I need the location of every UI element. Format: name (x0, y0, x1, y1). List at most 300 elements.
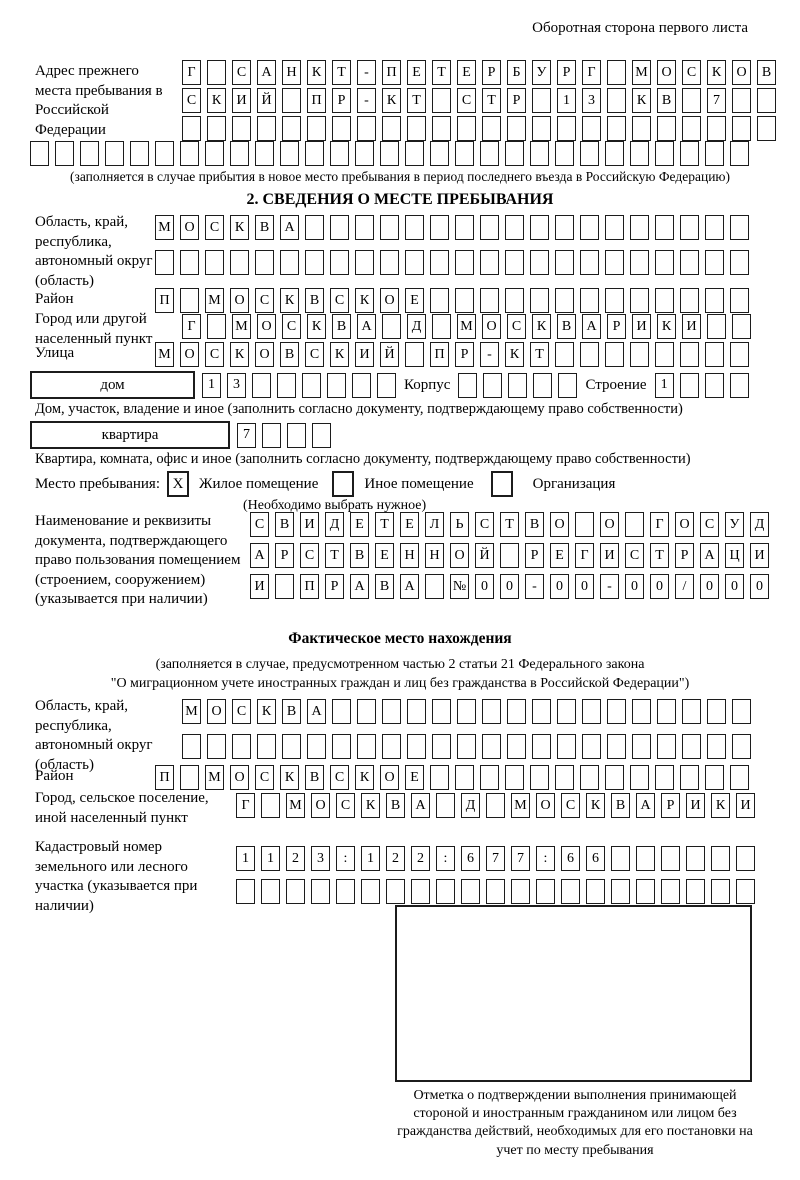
char-box[interactable]: Т (530, 342, 549, 367)
char-box[interactable] (705, 342, 724, 367)
char-box[interactable]: К (707, 60, 726, 85)
char-box[interactable] (736, 846, 755, 871)
char-box[interactable]: К (330, 342, 349, 367)
char-box[interactable]: Й (475, 543, 494, 568)
char-box[interactable] (605, 288, 624, 313)
char-box[interactable] (680, 288, 699, 313)
char-box[interactable] (455, 250, 474, 275)
char-box[interactable]: М (182, 699, 201, 724)
char-box[interactable] (361, 879, 380, 904)
char-box[interactable]: А (582, 314, 601, 339)
stay-type-checkbox-organization[interactable] (491, 471, 513, 497)
char-box[interactable]: - (525, 574, 544, 599)
apartment-type-field[interactable]: квартира (30, 421, 230, 449)
char-box[interactable] (432, 116, 451, 141)
char-box[interactable] (432, 699, 451, 724)
char-box[interactable] (630, 215, 649, 240)
char-box[interactable] (530, 215, 549, 240)
char-box[interactable]: Т (432, 60, 451, 85)
char-box[interactable] (732, 314, 751, 339)
char-box[interactable]: С (700, 512, 719, 537)
char-box[interactable] (430, 141, 449, 166)
char-box[interactable] (330, 250, 349, 275)
char-box[interactable] (636, 846, 655, 871)
char-box[interactable]: С (336, 793, 355, 818)
char-box[interactable] (707, 314, 726, 339)
char-box[interactable]: Е (550, 543, 569, 568)
char-box[interactable] (307, 116, 326, 141)
char-box[interactable]: С (250, 512, 269, 537)
char-box[interactable] (155, 250, 174, 275)
char-box[interactable] (582, 116, 601, 141)
char-box[interactable]: Р (482, 60, 501, 85)
char-box[interactable]: И (300, 512, 319, 537)
char-box[interactable] (182, 734, 201, 759)
char-box[interactable]: А (357, 314, 376, 339)
char-box[interactable] (533, 373, 552, 398)
char-box[interactable]: К (382, 88, 401, 113)
char-box[interactable] (536, 879, 555, 904)
char-box[interactable]: Т (407, 88, 426, 113)
char-box[interactable] (355, 215, 374, 240)
house-type-field[interactable]: дом (30, 371, 195, 399)
char-box[interactable] (705, 288, 724, 313)
char-box[interactable]: К (257, 699, 276, 724)
char-box[interactable] (277, 373, 296, 398)
char-box[interactable] (732, 88, 751, 113)
char-box[interactable]: В (611, 793, 630, 818)
char-box[interactable]: А (280, 215, 299, 240)
char-box[interactable]: С (205, 342, 224, 367)
char-box[interactable]: 3 (582, 88, 601, 113)
char-box[interactable] (55, 141, 74, 166)
char-box[interactable] (530, 288, 549, 313)
char-box[interactable] (508, 373, 527, 398)
char-box[interactable]: К (230, 215, 249, 240)
char-box[interactable] (411, 879, 430, 904)
char-box[interactable]: М (155, 342, 174, 367)
char-box[interactable] (732, 699, 751, 724)
char-box[interactable] (632, 699, 651, 724)
char-box[interactable] (180, 765, 199, 790)
char-box[interactable] (432, 88, 451, 113)
char-box[interactable] (457, 699, 476, 724)
char-box[interactable] (580, 765, 599, 790)
char-box[interactable]: П (155, 288, 174, 313)
char-box[interactable]: Р (661, 793, 680, 818)
char-box[interactable]: 0 (650, 574, 669, 599)
char-box[interactable]: Е (457, 60, 476, 85)
char-box[interactable] (458, 373, 477, 398)
char-box[interactable]: О (450, 543, 469, 568)
char-box[interactable]: Ь (450, 512, 469, 537)
char-box[interactable]: К (711, 793, 730, 818)
char-box[interactable]: В (332, 314, 351, 339)
char-box[interactable] (605, 342, 624, 367)
char-box[interactable]: И (750, 543, 769, 568)
char-box[interactable]: 2 (286, 846, 305, 871)
char-box[interactable] (507, 734, 526, 759)
char-box[interactable]: Р (455, 342, 474, 367)
char-box[interactable] (105, 141, 124, 166)
char-box[interactable]: К (307, 60, 326, 85)
char-box[interactable] (287, 423, 306, 448)
char-box[interactable] (607, 699, 626, 724)
char-box[interactable] (532, 734, 551, 759)
char-box[interactable] (232, 734, 251, 759)
char-box[interactable]: Р (507, 88, 526, 113)
char-box[interactable] (280, 141, 299, 166)
char-box[interactable] (532, 699, 551, 724)
char-box[interactable] (580, 250, 599, 275)
char-box[interactable] (730, 342, 749, 367)
char-box[interactable]: Е (375, 543, 394, 568)
char-box[interactable] (655, 250, 674, 275)
char-box[interactable] (261, 879, 280, 904)
char-box[interactable] (757, 116, 776, 141)
char-box[interactable]: К (355, 288, 374, 313)
char-box[interactable]: О (600, 512, 619, 537)
char-box[interactable] (507, 116, 526, 141)
char-box[interactable]: 0 (500, 574, 519, 599)
char-box[interactable] (382, 314, 401, 339)
char-box[interactable]: А (350, 574, 369, 599)
char-box[interactable] (680, 342, 699, 367)
char-box[interactable]: М (232, 314, 251, 339)
char-box[interactable] (580, 215, 599, 240)
char-box[interactable]: В (375, 574, 394, 599)
char-box[interactable]: С (305, 342, 324, 367)
char-box[interactable]: К (355, 765, 374, 790)
char-box[interactable]: 1 (236, 846, 255, 871)
char-box[interactable] (357, 699, 376, 724)
char-box[interactable] (561, 879, 580, 904)
char-box[interactable]: О (732, 60, 751, 85)
char-box[interactable]: : (336, 846, 355, 871)
char-box[interactable] (730, 288, 749, 313)
char-box[interactable]: Г (182, 60, 201, 85)
char-box[interactable]: А (307, 699, 326, 724)
char-box[interactable]: Т (650, 543, 669, 568)
char-box[interactable]: С (300, 543, 319, 568)
char-box[interactable] (280, 250, 299, 275)
char-box[interactable] (355, 250, 374, 275)
char-box[interactable] (507, 699, 526, 724)
char-box[interactable] (255, 250, 274, 275)
char-box[interactable]: М (205, 288, 224, 313)
char-box[interactable]: И (232, 88, 251, 113)
char-box[interactable]: П (307, 88, 326, 113)
char-box[interactable]: А (250, 543, 269, 568)
char-box[interactable] (405, 250, 424, 275)
char-box[interactable] (582, 699, 601, 724)
char-box[interactable]: Н (425, 543, 444, 568)
char-box[interactable]: И (686, 793, 705, 818)
char-box[interactable] (711, 846, 730, 871)
char-box[interactable] (555, 250, 574, 275)
char-box[interactable]: В (525, 512, 544, 537)
char-box[interactable]: Т (482, 88, 501, 113)
char-box[interactable]: Р (607, 314, 626, 339)
char-box[interactable]: О (230, 765, 249, 790)
char-box[interactable] (480, 288, 499, 313)
char-box[interactable] (657, 734, 676, 759)
char-box[interactable]: В (275, 512, 294, 537)
char-box[interactable] (605, 250, 624, 275)
char-box[interactable] (580, 288, 599, 313)
char-box[interactable] (482, 699, 501, 724)
char-box[interactable] (530, 250, 549, 275)
char-box[interactable] (680, 250, 699, 275)
char-box[interactable] (255, 141, 274, 166)
char-box[interactable] (680, 141, 699, 166)
char-box[interactable]: Г (236, 793, 255, 818)
char-box[interactable]: 1 (202, 373, 221, 398)
char-box[interactable] (275, 574, 294, 599)
char-box[interactable] (455, 288, 474, 313)
char-box[interactable] (311, 879, 330, 904)
char-box[interactable] (207, 314, 226, 339)
char-box[interactable] (430, 765, 449, 790)
char-box[interactable] (207, 116, 226, 141)
char-box[interactable] (557, 116, 576, 141)
char-box[interactable]: О (207, 699, 226, 724)
char-box[interactable]: - (600, 574, 619, 599)
char-box[interactable] (605, 141, 624, 166)
char-box[interactable] (732, 734, 751, 759)
char-box[interactable]: В (282, 699, 301, 724)
char-box[interactable] (630, 250, 649, 275)
char-box[interactable] (430, 288, 449, 313)
char-box[interactable] (332, 734, 351, 759)
char-box[interactable] (257, 734, 276, 759)
char-box[interactable] (730, 373, 749, 398)
char-box[interactable] (436, 879, 455, 904)
char-box[interactable] (312, 423, 331, 448)
char-box[interactable] (705, 250, 724, 275)
char-box[interactable] (686, 846, 705, 871)
char-box[interactable]: В (350, 543, 369, 568)
char-box[interactable] (305, 250, 324, 275)
char-box[interactable]: К (307, 314, 326, 339)
char-box[interactable]: 2 (411, 846, 430, 871)
char-box[interactable]: К (361, 793, 380, 818)
char-box[interactable]: С (205, 215, 224, 240)
char-box[interactable] (455, 215, 474, 240)
char-box[interactable] (282, 88, 301, 113)
char-box[interactable] (611, 879, 630, 904)
char-box[interactable]: У (532, 60, 551, 85)
char-box[interactable] (632, 116, 651, 141)
char-box[interactable]: П (382, 60, 401, 85)
char-box[interactable]: / (675, 574, 694, 599)
char-box[interactable]: К (280, 765, 299, 790)
char-box[interactable]: 2 (386, 846, 405, 871)
char-box[interactable]: Й (380, 342, 399, 367)
char-box[interactable] (457, 734, 476, 759)
char-box[interactable]: И (600, 543, 619, 568)
char-box[interactable]: К (586, 793, 605, 818)
char-box[interactable]: Г (582, 60, 601, 85)
char-box[interactable]: В (280, 342, 299, 367)
char-box[interactable] (436, 793, 455, 818)
char-box[interactable]: К (230, 342, 249, 367)
char-box[interactable]: С (255, 288, 274, 313)
char-box[interactable] (555, 215, 574, 240)
char-box[interactable] (382, 734, 401, 759)
char-box[interactable] (455, 765, 474, 790)
char-box[interactable] (580, 141, 599, 166)
char-box[interactable]: : (436, 846, 455, 871)
char-box[interactable] (705, 141, 724, 166)
char-box[interactable] (407, 116, 426, 141)
char-box[interactable]: В (386, 793, 405, 818)
char-box[interactable] (732, 116, 751, 141)
char-box[interactable] (257, 116, 276, 141)
char-box[interactable] (357, 116, 376, 141)
char-box[interactable]: О (255, 342, 274, 367)
char-box[interactable] (730, 215, 749, 240)
char-box[interactable]: С (330, 765, 349, 790)
char-box[interactable]: Г (575, 543, 594, 568)
char-box[interactable]: Т (325, 543, 344, 568)
char-box[interactable] (336, 879, 355, 904)
char-box[interactable]: 6 (461, 846, 480, 871)
char-box[interactable] (682, 699, 701, 724)
char-box[interactable] (130, 141, 149, 166)
char-box[interactable]: Й (257, 88, 276, 113)
char-box[interactable] (655, 215, 674, 240)
char-box[interactable]: Е (350, 512, 369, 537)
char-box[interactable] (461, 879, 480, 904)
char-box[interactable]: Д (750, 512, 769, 537)
char-box[interactable] (530, 765, 549, 790)
char-box[interactable] (180, 141, 199, 166)
char-box[interactable]: 0 (750, 574, 769, 599)
char-box[interactable]: О (180, 215, 199, 240)
char-box[interactable] (607, 88, 626, 113)
char-box[interactable]: А (257, 60, 276, 85)
char-box[interactable] (286, 879, 305, 904)
char-box[interactable] (480, 141, 499, 166)
char-box[interactable]: С (232, 60, 251, 85)
char-box[interactable] (707, 116, 726, 141)
char-box[interactable]: Р (275, 543, 294, 568)
char-box[interactable] (407, 734, 426, 759)
char-box[interactable] (352, 373, 371, 398)
char-box[interactable] (207, 60, 226, 85)
char-box[interactable] (630, 342, 649, 367)
char-box[interactable] (636, 879, 655, 904)
char-box[interactable]: И (250, 574, 269, 599)
char-box[interactable] (682, 116, 701, 141)
char-box[interactable] (707, 734, 726, 759)
char-box[interactable] (661, 879, 680, 904)
char-box[interactable] (530, 141, 549, 166)
char-box[interactable]: Л (425, 512, 444, 537)
char-box[interactable] (680, 373, 699, 398)
char-box[interactable]: И (355, 342, 374, 367)
char-box[interactable]: Н (400, 543, 419, 568)
char-box[interactable] (505, 141, 524, 166)
char-box[interactable]: Е (400, 512, 419, 537)
char-box[interactable] (655, 141, 674, 166)
char-box[interactable]: В (557, 314, 576, 339)
char-box[interactable] (705, 765, 724, 790)
char-box[interactable]: О (230, 288, 249, 313)
char-box[interactable] (405, 215, 424, 240)
char-box[interactable] (262, 423, 281, 448)
char-box[interactable] (555, 765, 574, 790)
char-box[interactable] (500, 543, 519, 568)
char-box[interactable] (430, 250, 449, 275)
char-box[interactable] (611, 846, 630, 871)
char-box[interactable]: О (550, 512, 569, 537)
char-box[interactable] (180, 250, 199, 275)
char-box[interactable]: 0 (475, 574, 494, 599)
char-box[interactable] (736, 879, 755, 904)
char-box[interactable]: М (632, 60, 651, 85)
char-box[interactable]: С (330, 288, 349, 313)
char-box[interactable] (455, 141, 474, 166)
char-box[interactable]: В (305, 288, 324, 313)
char-box[interactable]: К (280, 288, 299, 313)
char-box[interactable]: С (182, 88, 201, 113)
char-box[interactable]: Р (557, 60, 576, 85)
char-box[interactable]: К (207, 88, 226, 113)
char-box[interactable]: 1 (261, 846, 280, 871)
char-box[interactable]: С (507, 314, 526, 339)
char-box[interactable]: 6 (586, 846, 605, 871)
char-box[interactable] (382, 116, 401, 141)
char-box[interactable]: Ц (725, 543, 744, 568)
char-box[interactable]: П (155, 765, 174, 790)
char-box[interactable] (232, 116, 251, 141)
char-box[interactable]: - (357, 88, 376, 113)
char-box[interactable]: : (536, 846, 555, 871)
char-box[interactable] (327, 373, 346, 398)
char-box[interactable]: В (305, 765, 324, 790)
char-box[interactable] (80, 141, 99, 166)
char-box[interactable]: С (682, 60, 701, 85)
char-box[interactable]: О (482, 314, 501, 339)
char-box[interactable] (582, 734, 601, 759)
char-box[interactable]: Б (507, 60, 526, 85)
char-box[interactable] (155, 141, 174, 166)
char-box[interactable] (380, 215, 399, 240)
char-box[interactable] (261, 793, 280, 818)
confirmation-stamp-area[interactable] (395, 905, 752, 1082)
char-box[interactable]: И (682, 314, 701, 339)
char-box[interactable] (555, 141, 574, 166)
char-box[interactable]: Д (461, 793, 480, 818)
char-box[interactable] (607, 60, 626, 85)
char-box[interactable] (711, 879, 730, 904)
char-box[interactable] (236, 879, 255, 904)
char-box[interactable] (630, 141, 649, 166)
char-box[interactable] (482, 734, 501, 759)
char-box[interactable] (425, 574, 444, 599)
char-box[interactable]: Н (282, 60, 301, 85)
char-box[interactable]: К (657, 314, 676, 339)
char-box[interactable]: М (205, 765, 224, 790)
char-box[interactable] (680, 765, 699, 790)
char-box[interactable]: С (625, 543, 644, 568)
char-box[interactable] (555, 342, 574, 367)
char-box[interactable] (483, 373, 502, 398)
char-box[interactable] (607, 116, 626, 141)
char-box[interactable]: Г (182, 314, 201, 339)
